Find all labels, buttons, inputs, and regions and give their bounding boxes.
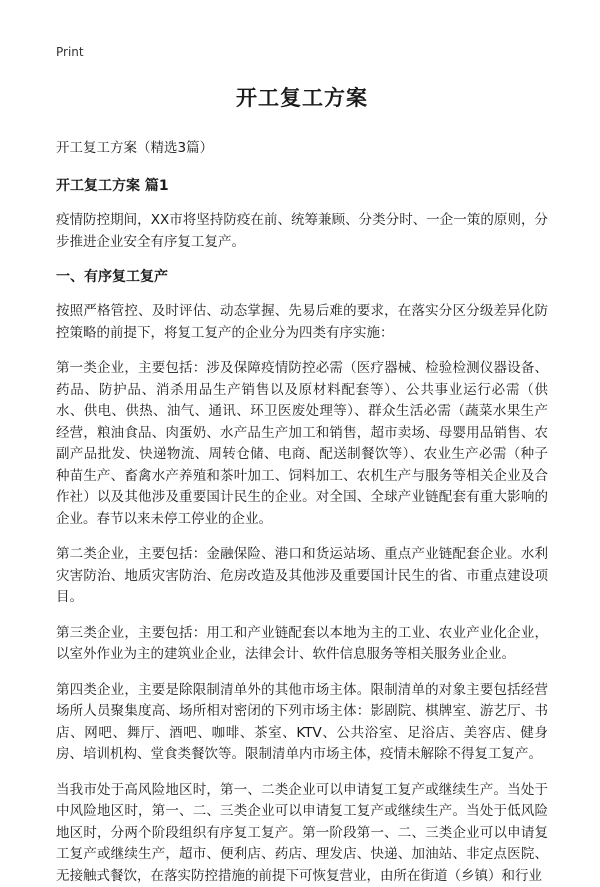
section-title: 开工复工方案 篇1 — [56, 176, 548, 196]
paragraph-intro: 疫情防控期间，XX市将坚持防疫在前、统筹兼顾、分类分时、一企一策的原则，分步推进企业安全有序复工复产。 — [56, 210, 548, 253]
heading-orderly-resumption: 一、有序复工复产 — [56, 267, 548, 287]
paragraph-category-3: 第三类企业，主要包括：用工和产业链配套以本地为主的工业、农业产业化企业，以室外作业为主的建筑业企业，法律会计、软件信息服务等相关服务业企业。 — [56, 623, 548, 666]
document-subtitle: 开工复工方案（精选3篇） — [56, 138, 548, 158]
document-title: 开工复工方案 — [56, 84, 548, 112]
print-link[interactable]: Print — [56, 44, 548, 60]
paragraph-category-2: 第二类企业，主要包括：金融保险、港口和货运站场、重点产业链配套企业。水利灾害防治、地质灾害防治、危房改造及其他涉及重要国计民生的省、市重点建设项目。 — [56, 544, 548, 609]
paragraph-strategy: 按照严格管控、及时评估、动态掌握、先易后难的要求，在落实分区分级差异化防控策略的前提下，将复工复产的企业分为四类有序实施： — [56, 301, 548, 344]
paragraph-category-1: 第一类企业，主要包括：涉及保障疫情防控必需（医疗器械、检验检测仪器设备、药品、防护品、消杀用品生产销售以及原材料配套等）、公共事业运行必需（供水、供电、供热、油气、通讯、环卫医废处理等）、群众生活必需（蔬菜水果生产经营，粮油食品、肉蛋奶、水产品生产加工和销售，超市卖场、母婴用品销售、农副产品批发、快递物流、周转仓储、电商、配送制餐饮等）、农业生产必需（种子种苗生产、畜禽水产养殖和茶叶加工、饲料加工、农机生产与服务等相关企业及合作社）以及其他涉及重要国计民生的企业。对全国、全球产业链配套有重大影响的企业。春节以来未停工停业的企业。 — [56, 358, 548, 530]
paragraph-risk-levels: 当我市处于高风险地区时，第一、二类企业可以申请复工复产或继续生产。当处于中风险地区时，第一、二、三类企业可以申请复工复产或继续生产。当处于低风险地区时，分两个阶段组织有序复工复产。第一阶段第一、二、三类企业可以申请复工复产或继续生产，超市、便利店、药店、理发店、快递、加油站、非定点医院、无接触式餐饮，在落实防控措施的前提下可恢复营业，由所在街道（乡镇）和行业 — [56, 780, 548, 887]
paragraph-category-4: 第四类企业，主要是除限制清单外的其他市场主体。限制清单的对象主要包括经营场所人员聚集度高、场所相对密闭的下列市场主体：影剧院、棋牌室、游艺厅、书店、网吧、舞厅、酒吧、咖啡、茶室、KTV、公共浴室、足浴店、美容店、健身房、培训机构、堂食类餐饮等。限制清单内市场主体，疫情未解除不得复工复产。 — [56, 680, 548, 766]
